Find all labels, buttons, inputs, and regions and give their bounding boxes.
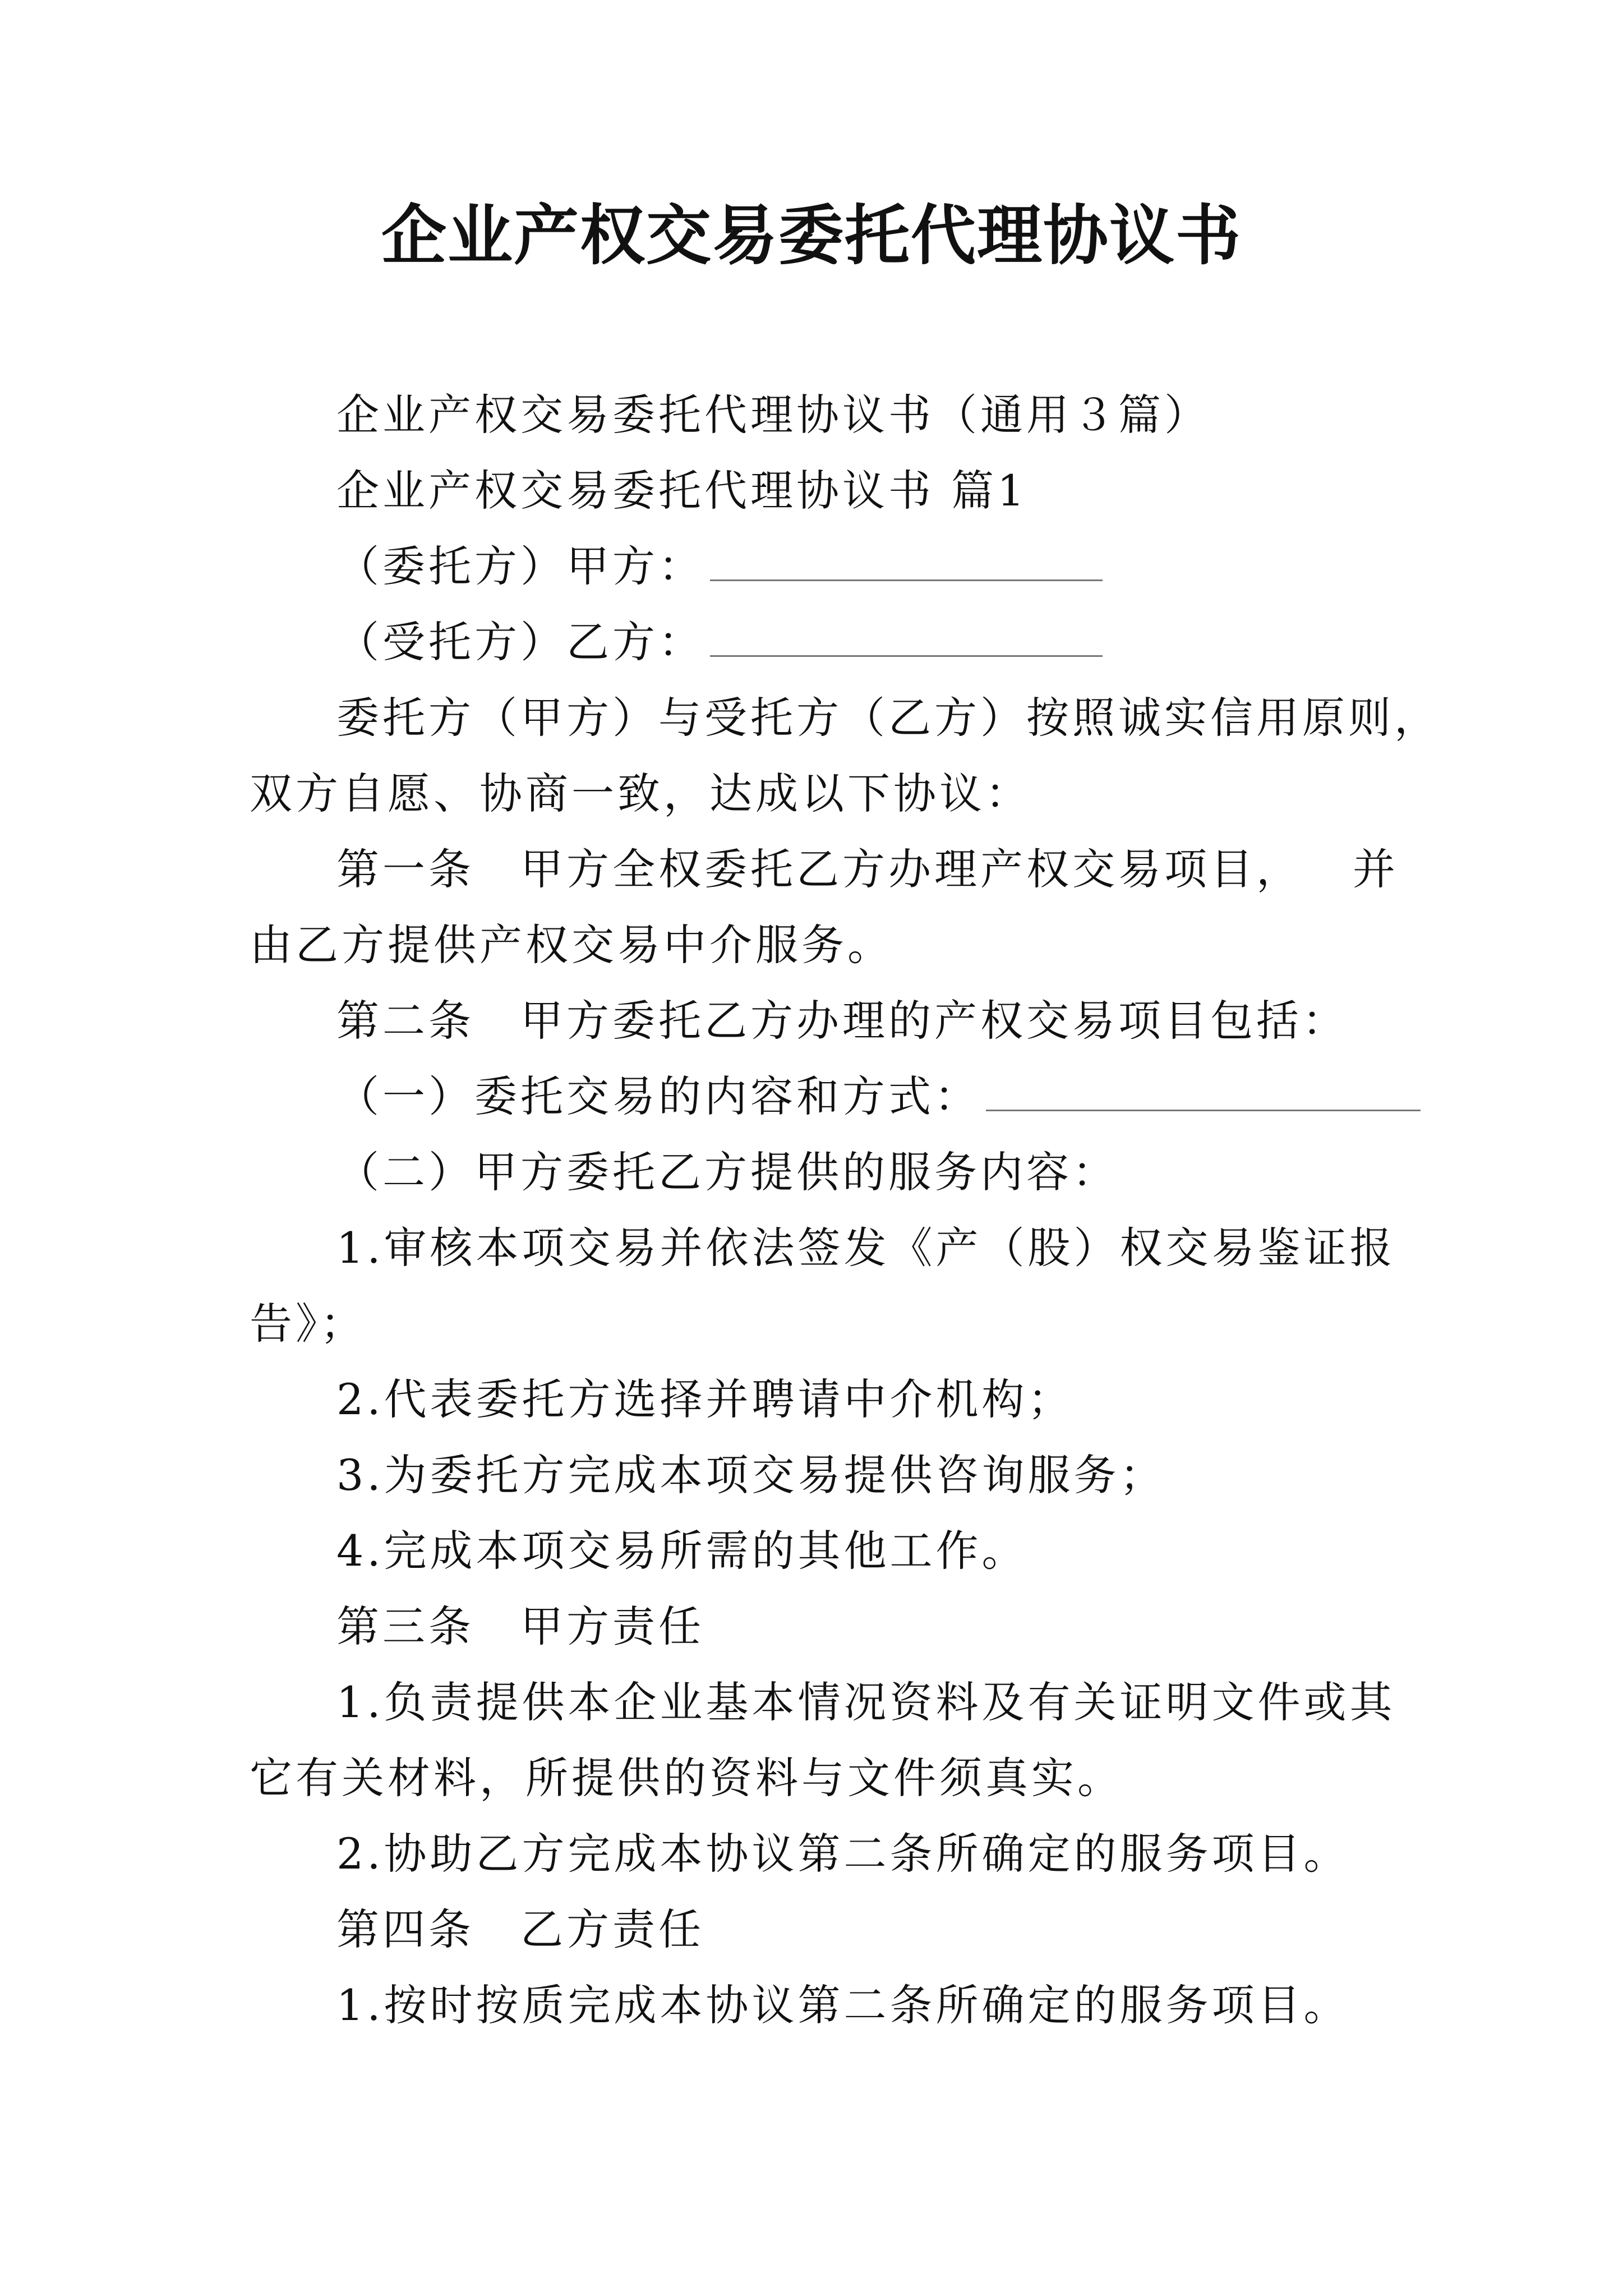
document-title: 企业产权交易委托代理协议书	[381, 197, 1242, 274]
article-one-line	[336, 841, 1399, 898]
list-item: 1.负责提供本企业基本情况资料及有关证明文件或其	[336, 1677, 1396, 1727]
article-one-tail: 并	[1353, 844, 1399, 894]
list-item: 2.代表委托方选择并聘请中介机构；	[336, 1374, 1074, 1424]
item-one-blank-field[interactable]	[986, 1078, 1421, 1111]
paragraph-line: 由乙方提供产权交易中介服务。	[250, 920, 893, 970]
article-four-heading: 第四条 乙方责任	[336, 1904, 704, 1954]
list-item: 1.审核本项交易并依法签发《产（股）权交易鉴证报	[336, 1223, 1396, 1273]
item-one-label: （一）委托交易的内容和方式：	[336, 1071, 980, 1121]
article-two-heading: 第二条 甲方委托乙方办理的产权交易项目包括：	[336, 996, 1348, 1046]
item-two-line: （二）甲方委托乙方提供的服务内容：	[336, 1147, 1118, 1197]
list-item: 1.按时按质完成本协议第二条所确定的服务项目。	[336, 1980, 1350, 2030]
subtitle-line: 企业产权交易委托代理协议书（通用３篇）	[336, 390, 1210, 440]
section-heading: 企业产权交易委托代理协议书 篇1	[336, 466, 1028, 516]
party-b-label: （受托方）乙方：	[336, 617, 704, 667]
list-item: 2.协助乙方完成本协议第二条所确定的服务项目。	[336, 1829, 1350, 1879]
paragraph-line: 双方自愿、协商一致，达成以下协议：	[250, 769, 1031, 818]
party-b-line	[336, 614, 1103, 670]
list-item: 4.完成本项交易所需的其他工作。	[336, 1526, 1028, 1576]
party-b-blank-field[interactable]	[710, 624, 1103, 657]
list-item-continuation: 它有关材料，所提供的资料与文件须真实。	[250, 1753, 1123, 1803]
article-one-text: 第一条 甲方全权委托乙方办理产权交易项目，	[336, 844, 1302, 894]
party-a-label: （委托方）甲方：	[336, 541, 704, 591]
article-three-heading: 第三条 甲方责任	[336, 1602, 704, 1651]
party-a-line	[336, 539, 1103, 595]
paragraph-line: 委托方（甲方）与受托方（乙方）按照诚实信用原则，	[336, 693, 1440, 743]
list-item-continuation: 告》；	[250, 1299, 366, 1349]
party-a-blank-field[interactable]	[710, 548, 1103, 581]
list-item: 3.为委托方完成本项交易提供咨询服务；	[336, 1450, 1166, 1500]
item-one-line	[336, 1069, 1421, 1125]
